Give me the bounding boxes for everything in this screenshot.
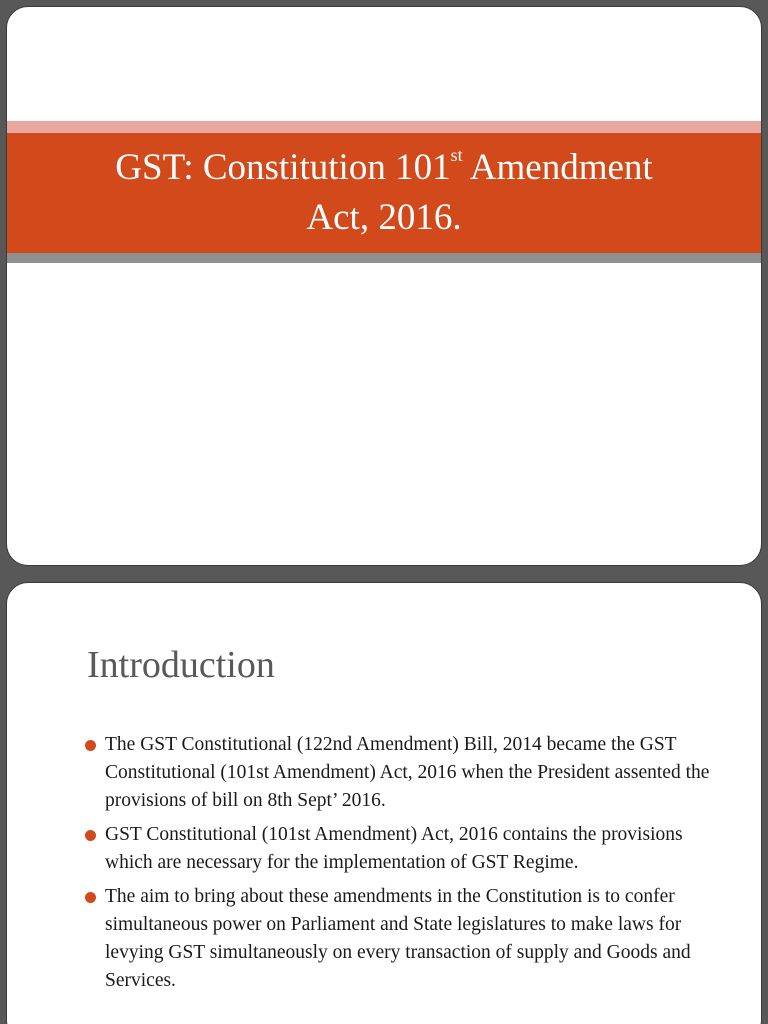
bullet-text: GST Constitutional (101st Amendment) Act, 2016 contains the provisions which are necessary for the implementation of GST Regime. bbox=[105, 824, 683, 873]
bullet-text: The GST Constitutional (122nd Amendment) Bill, 2014 became the GST Constitutional (101st Amendment) Act, 2016 when the President assented the provisions of bill on 8th Sept’ 2016. bbox=[105, 734, 710, 811]
slide-title-line-2: Act, 2016. bbox=[306, 197, 462, 238]
title-band-top-stripe bbox=[7, 121, 761, 133]
slide-title-part-2: Amendment bbox=[462, 147, 653, 188]
bullet-list bbox=[85, 731, 735, 1001]
section-heading: Introduction bbox=[87, 644, 275, 686]
bullet-dot-icon bbox=[85, 740, 96, 751]
title-slide bbox=[6, 6, 762, 566]
slide-title-line-1 bbox=[115, 143, 652, 193]
slide-title-part-1: GST: Constitution 101 bbox=[115, 147, 451, 188]
bullet-item bbox=[85, 731, 735, 815]
bullet-item bbox=[85, 883, 735, 995]
slide-title bbox=[7, 133, 761, 253]
title-band-shadow-stripe bbox=[7, 253, 761, 263]
bullet-text: The aim to bring about these amendments in the Constitution is to confer simultaneous power on Parliament and State legislatures to make laws for levying GST simultaneously on every transaction of supply and Goods and Services. bbox=[105, 886, 691, 991]
bullet-dot-icon bbox=[85, 830, 96, 841]
introduction-slide bbox=[6, 582, 762, 1024]
slide-title-superscript: st bbox=[450, 145, 463, 165]
bullet-dot-icon bbox=[85, 892, 96, 903]
title-band bbox=[7, 121, 761, 269]
bullet-item bbox=[85, 821, 735, 877]
